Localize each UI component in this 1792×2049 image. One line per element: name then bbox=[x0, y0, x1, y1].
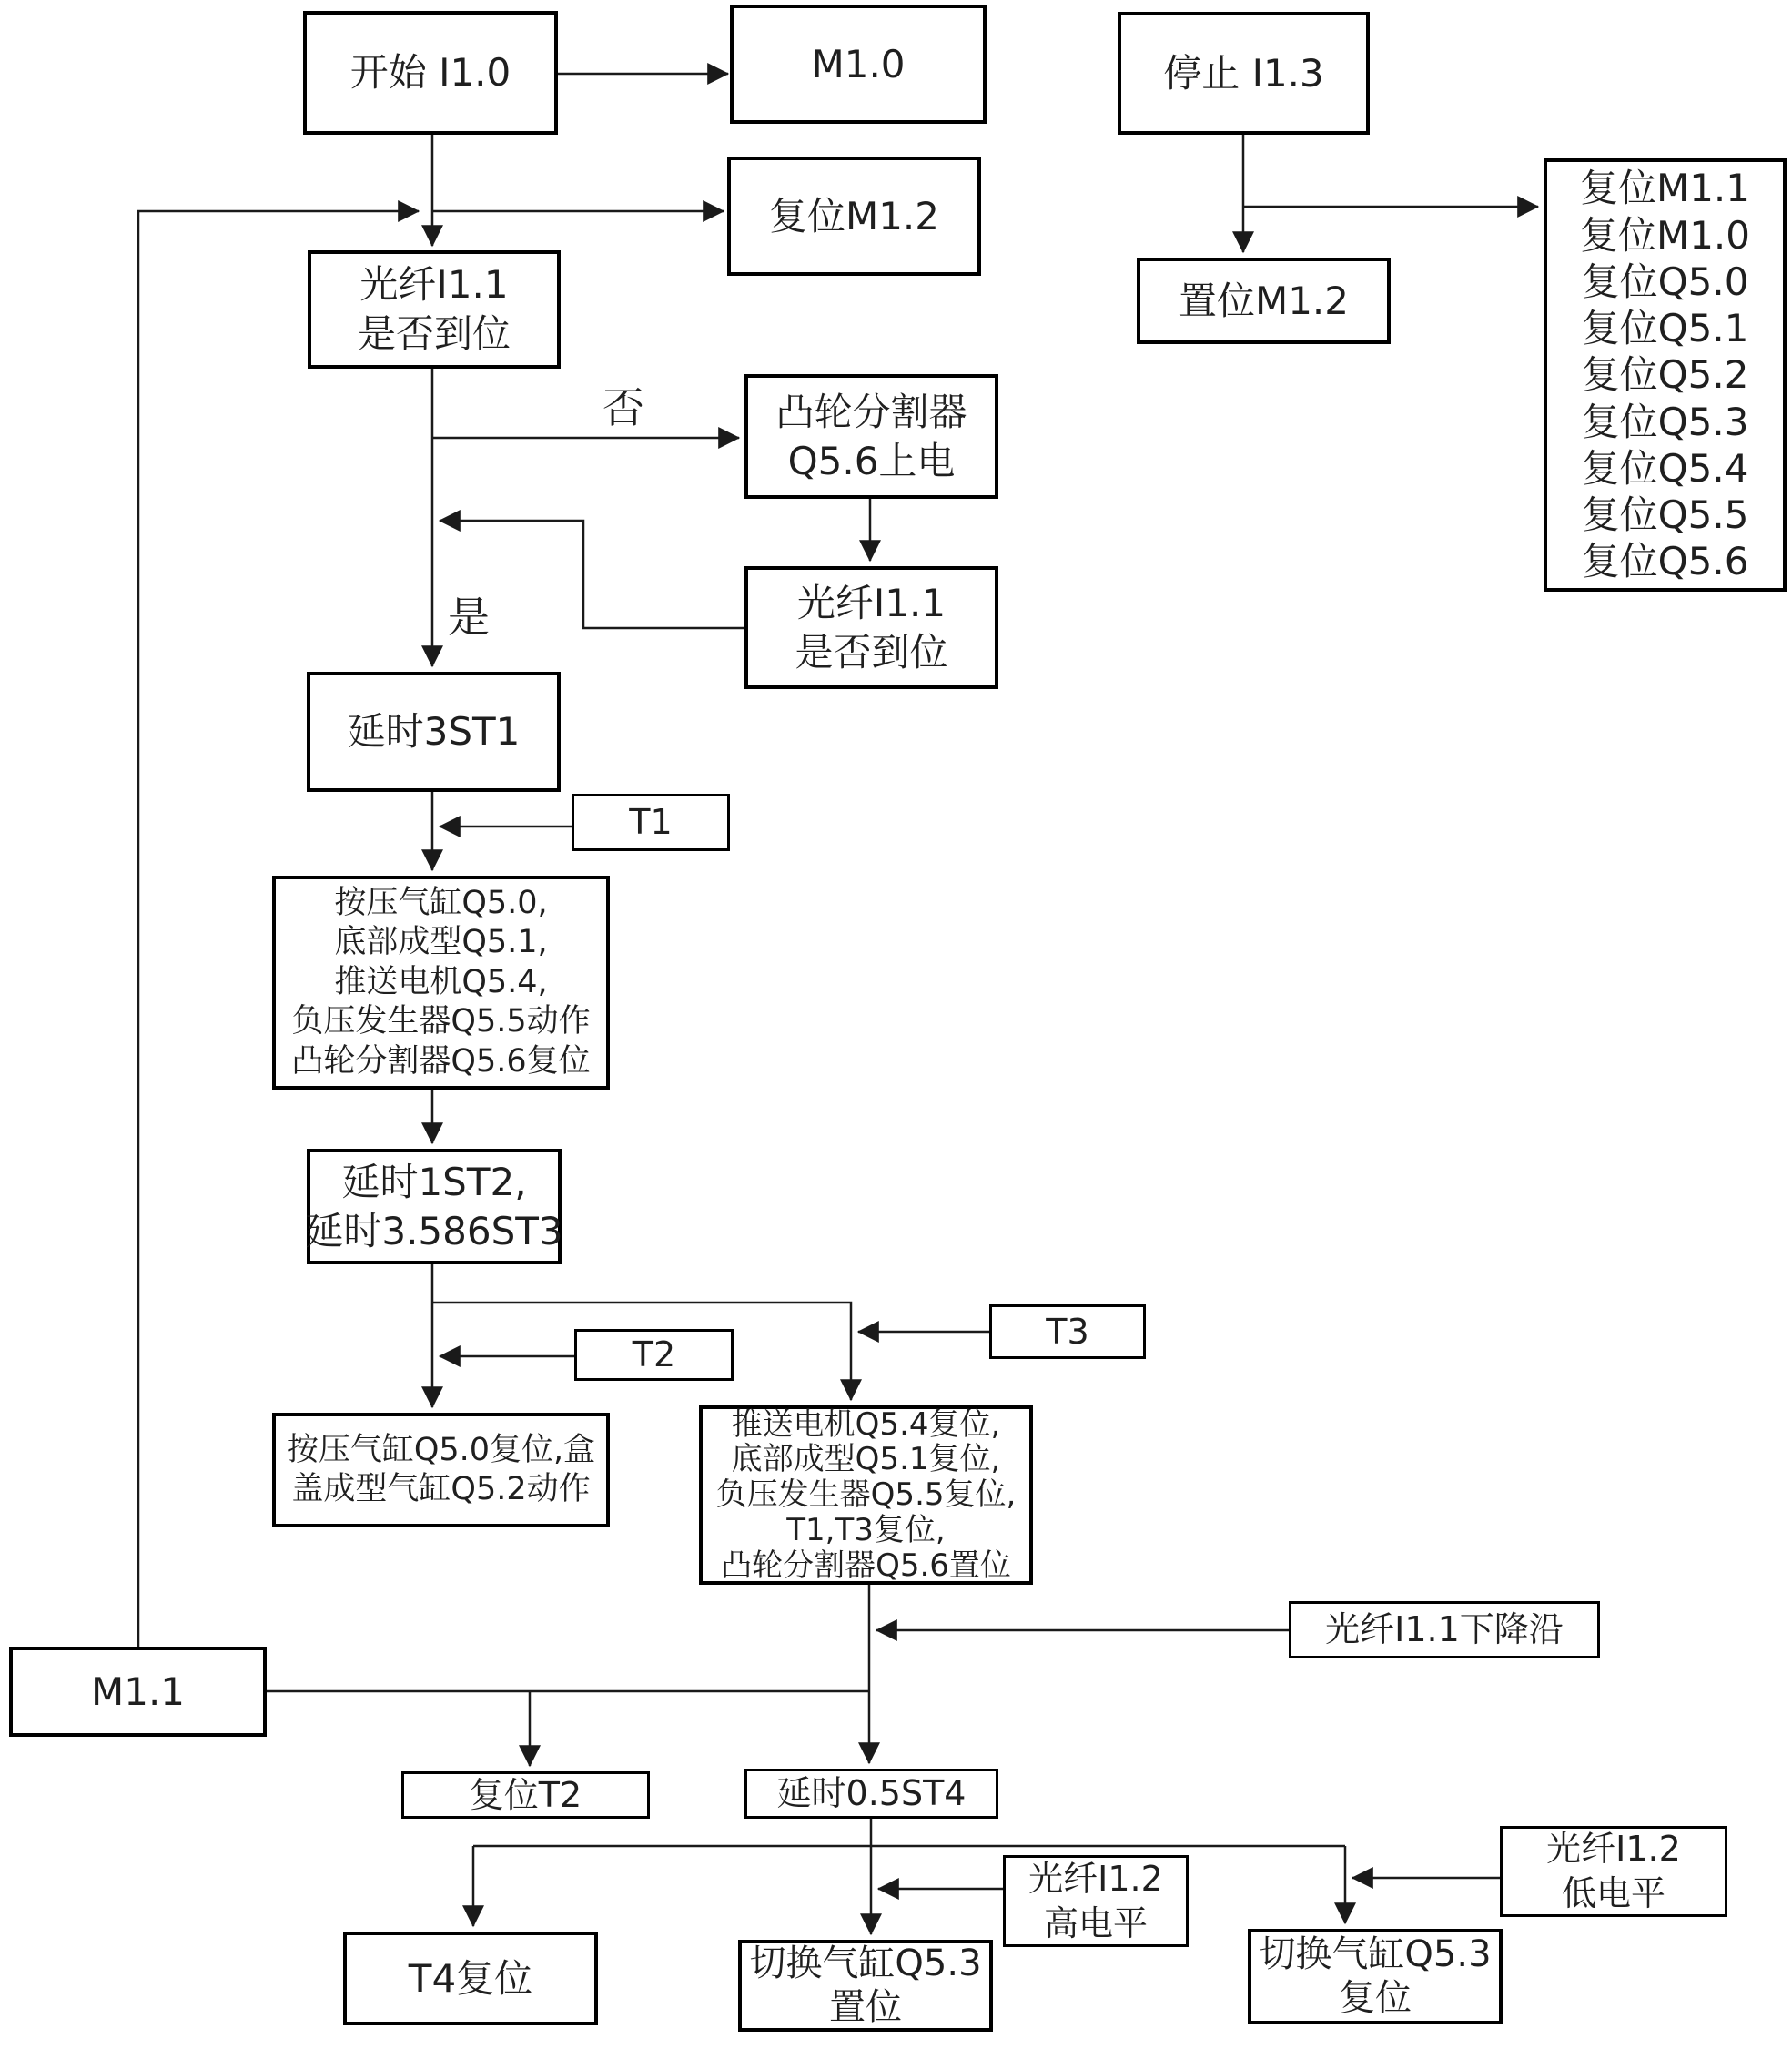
node-stop-i1-3 bbox=[1118, 12, 1370, 135]
node-label-line: 凸轮分割器Q5.6复位 bbox=[291, 1042, 591, 1080]
node-t2 bbox=[574, 1329, 734, 1381]
node-label-line: 复位Q5.4 bbox=[1581, 445, 1749, 491]
node-label-line: 是否到位 bbox=[357, 311, 511, 356]
node-label-line: 光纤I1.1 bbox=[796, 580, 947, 625]
node-delay-05s-t4 bbox=[744, 1769, 998, 1819]
node-label-line: 盖成型气缸Q5.2动作 bbox=[291, 1471, 591, 1507]
edge-label-yes: 是 bbox=[448, 593, 490, 642]
node-reset-list bbox=[1544, 158, 1787, 592]
node-fiber-check-1 bbox=[308, 250, 561, 369]
node-label-line: 延时1ST2, bbox=[341, 1159, 527, 1204]
node-label: 停止 I1.3 bbox=[1163, 50, 1324, 96]
node-label-line: 推送电机Q5.4复位, bbox=[731, 1405, 1001, 1443]
edge-label-no: 否 bbox=[602, 383, 644, 432]
node-label: 复位M1.2 bbox=[768, 193, 940, 238]
node-label-line: 凸轮分割器Q5.6置位 bbox=[721, 1547, 1011, 1584]
node-fiber-check-2 bbox=[744, 566, 998, 689]
node-push-motor-reset bbox=[699, 1405, 1033, 1585]
node-label: 延时0.5ST4 bbox=[776, 1773, 967, 1814]
node-label-line: 光纤I1.1 bbox=[359, 262, 509, 308]
node-label: 置位M1.2 bbox=[1178, 278, 1350, 323]
node-label-line: 复位Q5.5 bbox=[1581, 492, 1749, 538]
node-label: T1 bbox=[629, 802, 673, 843]
node-t3 bbox=[989, 1304, 1146, 1359]
node-label: 延时3ST1 bbox=[347, 709, 521, 755]
node-switch-cylinder-reset bbox=[1248, 1929, 1503, 2024]
node-label-line: 复位M1.1 bbox=[1579, 166, 1751, 211]
node-label-line: T1,T3复位, bbox=[786, 1511, 946, 1548]
node-fiber-i1-2-high bbox=[1003, 1855, 1189, 1947]
node-label-line: 延时3.586ST3 bbox=[305, 1208, 563, 1253]
node-label: 开始 I1.0 bbox=[349, 50, 511, 96]
node-label-line: 是否到位 bbox=[795, 629, 948, 675]
node-label: T2 bbox=[632, 1334, 676, 1375]
node-set-m1-2 bbox=[1137, 258, 1391, 344]
node-press-reset-lid-form bbox=[272, 1413, 610, 1527]
node-label-line: 切换气缸Q5.3 bbox=[749, 1942, 982, 1985]
node-label-line: 复位Q5.1 bbox=[1581, 306, 1749, 351]
node-label: 复位T2 bbox=[469, 1774, 582, 1815]
node-label-line: 复位 bbox=[1339, 1976, 1412, 2019]
node-delay-t2-t3 bbox=[307, 1149, 562, 1264]
node-label-line: 复位Q5.6 bbox=[1581, 539, 1749, 584]
node-label: T3 bbox=[1046, 1311, 1089, 1352]
node-m1-0 bbox=[730, 5, 987, 124]
node-t1 bbox=[572, 794, 730, 851]
node-label-line: 切换气缸Q5.3 bbox=[1259, 1933, 1492, 1976]
node-label: M1.0 bbox=[811, 41, 906, 86]
node-t4-reset bbox=[343, 1932, 598, 2025]
node-label: 光纤I1.1下降沿 bbox=[1325, 1609, 1564, 1650]
node-label-line: 凸轮分割器 bbox=[775, 389, 967, 434]
node-label: T4复位 bbox=[408, 1955, 533, 2001]
node-cam-divider-power-on bbox=[744, 374, 998, 499]
node-label-line: 负压发生器Q5.5复位, bbox=[715, 1476, 1017, 1514]
node-label-line: 底部成型Q5.1, bbox=[334, 924, 548, 961]
node-label: M1.1 bbox=[90, 1669, 186, 1714]
node-label-line: 复位Q5.0 bbox=[1581, 259, 1749, 304]
node-switch-cylinder-set bbox=[738, 1940, 993, 2032]
node-label-line: 推送电机Q5.4, bbox=[334, 963, 548, 1000]
node-start-i1-0 bbox=[303, 11, 558, 135]
node-label-line: 负压发生器Q5.5动作 bbox=[291, 1003, 591, 1040]
node-label-line: 光纤I1.2 bbox=[1546, 1829, 1681, 1870]
node-label-line: 按压气缸Q5.0, bbox=[334, 885, 548, 922]
node-label-line: 复位M1.0 bbox=[1579, 212, 1751, 258]
node-label-line: 底部成型Q5.1复位, bbox=[731, 1441, 1001, 1478]
node-delay-3s-t1 bbox=[307, 672, 561, 792]
node-fiber-falling-edge bbox=[1289, 1601, 1600, 1658]
node-label-line: Q5.6上电 bbox=[787, 438, 956, 483]
node-reset-m1-2 bbox=[727, 157, 981, 276]
node-fiber-i1-2-low bbox=[1500, 1826, 1727, 1917]
node-label-line: 按压气缸Q5.0复位,盒 bbox=[286, 1431, 596, 1468]
node-m1-1 bbox=[9, 1647, 267, 1737]
node-reset-t2 bbox=[401, 1771, 650, 1819]
node-actions-start bbox=[272, 876, 610, 1090]
node-label-line: 复位Q5.2 bbox=[1581, 352, 1749, 398]
node-label-line: 高电平 bbox=[1043, 1902, 1148, 1943]
node-label-line: 光纤I1.2 bbox=[1028, 1858, 1163, 1899]
node-label-line: 置位 bbox=[829, 1985, 902, 2028]
node-label-line: 低电平 bbox=[1561, 1873, 1665, 1913]
node-label-line: 复位Q5.3 bbox=[1581, 399, 1749, 444]
